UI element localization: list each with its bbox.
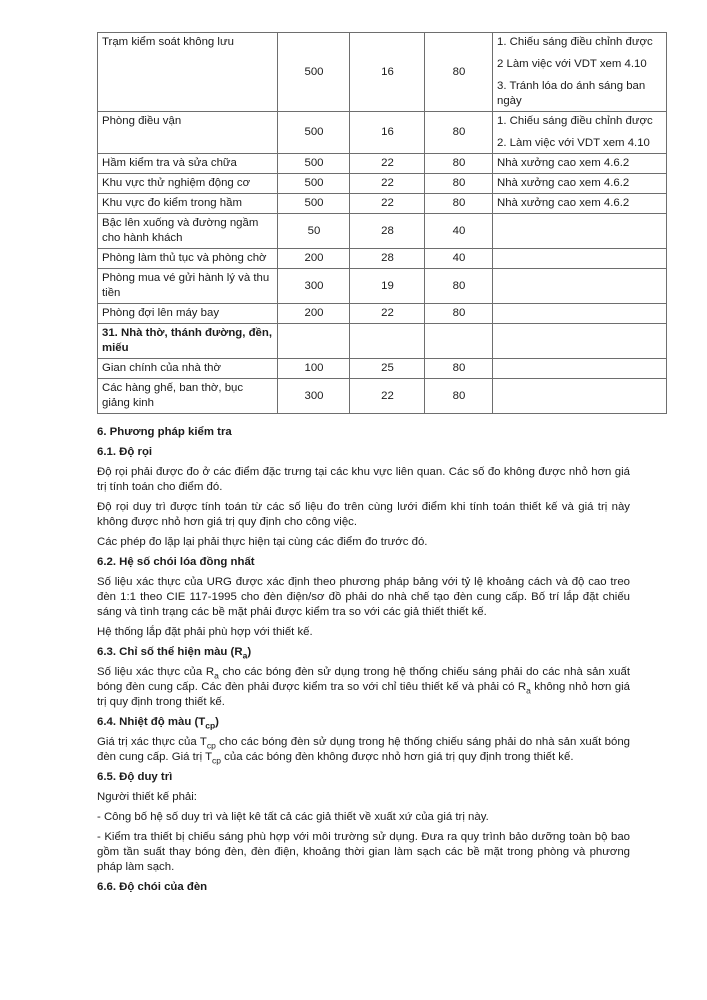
paragraph [97, 500, 630, 530]
note-line: Nhà xưởng cao xem 4.6.2 [497, 177, 630, 189]
section-heading [97, 770, 630, 785]
area-name-cell: Phòng đợi lên máy bay [98, 304, 278, 324]
illuminance-cell: 50 [278, 214, 350, 249]
text-run: 6.1. Độ rọi [97, 446, 153, 458]
paragraph [97, 625, 630, 640]
glare-index-cell: 16 [350, 33, 425, 112]
notes-cell [493, 324, 667, 359]
illuminance-cell: 200 [278, 304, 350, 324]
notes-cell [493, 112, 667, 154]
note-line: Nhà xưởng cao xem 4.6.2 [497, 197, 630, 209]
subscript-text: a [214, 670, 219, 681]
text-run: cho các bóng đèn sử dụng trong hệ thống chiếu sáng phải do nhà sản xuất bóng đèn cung cấp. Giá trị T [97, 736, 630, 763]
color-rendering-cell [425, 324, 493, 359]
note-line: 1. Chiếu sáng điều chỉnh được [497, 115, 653, 127]
paragraph [97, 575, 630, 620]
color-rendering-cell: 80 [425, 33, 493, 112]
text-run: Người thiết kế phải: [97, 791, 197, 803]
text-run: Giá trị xác thực của T [97, 736, 207, 748]
text-run: Độ rọi duy trì được tính toán từ các số liệu đo trên cùng lưới điểm khi tính toán thiết kế và giá trị này không được nhỏ hơn giá trị quy định cho công việc. [97, 501, 630, 528]
notes-cell [493, 269, 667, 304]
notes-cell [493, 214, 667, 249]
text-run: 6.5. Độ duy trì [97, 771, 173, 783]
note-line: 2 Làm việc với VDT xem 4.10 [497, 58, 647, 70]
illuminance-cell [278, 324, 350, 359]
glare-index-cell: 25 [350, 359, 425, 379]
text-run: 6.3. Chỉ số thể hiện màu (R [97, 646, 243, 658]
area-name-cell: Khu vực đo kiểm trong hầm [98, 194, 278, 214]
area-name-cell: Gian chính của nhà thờ [98, 359, 278, 379]
table-row [98, 154, 667, 174]
text-run: 6.4. Nhiệt độ màu (T [97, 716, 206, 728]
table-row [98, 112, 667, 154]
illuminance-cell: 100 [278, 359, 350, 379]
section-heading [97, 880, 630, 895]
color-rendering-cell: 80 [425, 112, 493, 154]
text-run: Các phép đo lặp lại phải thực hiện tại cùng các điểm đo trước đó. [97, 536, 428, 548]
paragraph [97, 735, 630, 765]
paragraph [97, 830, 630, 875]
lighting-spec-table [97, 32, 667, 414]
text-run: Số liệu xác thực của R [97, 666, 215, 678]
sections [97, 425, 630, 895]
text-run: - Công bố hệ số duy trì và liệt kê tất cả các giả thiết về xuất xứ của giá trị này. [97, 811, 489, 823]
area-name-cell: Khu vực thử nghiệm động cơ [98, 174, 278, 194]
glare-index-cell: 22 [350, 154, 425, 174]
color-rendering-cell: 80 [425, 269, 493, 304]
subscript-text: cp [205, 720, 216, 731]
section-heading [97, 715, 630, 730]
note-line: Nhà xưởng cao xem 4.6.2 [497, 157, 630, 169]
subscript-text: cp [206, 740, 216, 751]
illuminance-cell: 200 [278, 249, 350, 269]
text-run: cho các bóng đèn sử dụng trong hệ thống chiếu sáng phải do các nhà sản xuất bóng đèn cung cấp. Các đèn phải được kiểm tra so với chỉ tiêu thiết kế và phải có R [97, 666, 631, 693]
text-run: Độ rọi phải được đo ở các điểm đặc trưng tại các khu vực liên quan. Các số đo không được nhỏ hơn giá trị tính toán cho điểm đó. [97, 466, 630, 493]
subscript-text: cp [212, 755, 222, 766]
area-name-cell: Bậc lên xuống và đường ngầm cho hành khách [98, 214, 278, 249]
illuminance-cell: 300 [278, 269, 350, 304]
table-row [98, 324, 667, 359]
illuminance-cell: 500 [278, 112, 350, 154]
notes-cell [493, 379, 667, 414]
notes-cell [493, 174, 667, 194]
illuminance-cell: 500 [278, 154, 350, 174]
text-run: 6. Phương pháp kiểm tra [97, 426, 232, 438]
area-name-cell: Phòng điều vận [98, 112, 278, 154]
note-line: 2. Làm việc với VDT xem 4.10 [497, 137, 650, 149]
subscript-text: a [526, 685, 531, 696]
table-row [98, 174, 667, 194]
area-name-cell: Trạm kiểm soát không lưu [98, 33, 278, 112]
text-run: ) [247, 646, 252, 658]
glare-index-cell [350, 324, 425, 359]
text-run: Hệ thống lắp đặt phải phù hợp với thiết kế. [97, 626, 313, 638]
area-name-cell: Phòng làm thủ tục và phòng chờ [98, 249, 278, 269]
color-rendering-cell: 80 [425, 174, 493, 194]
table-row [98, 379, 667, 414]
area-name-cell: Phòng mua vé gửi hành lý và thu tiền [98, 269, 278, 304]
section-heading [97, 645, 630, 660]
glare-index-cell: 22 [350, 194, 425, 214]
table-row [98, 194, 667, 214]
glare-index-cell: 19 [350, 269, 425, 304]
notes-cell [493, 359, 667, 379]
glare-index-cell: 22 [350, 174, 425, 194]
spec-table-body [98, 33, 667, 414]
section-heading [97, 555, 630, 570]
color-rendering-cell: 80 [425, 379, 493, 414]
text-run: của các bóng đèn không được nhỏ hơn giá trị quy định trong thiết kế. [221, 751, 574, 763]
text-run: 6.2. Hệ số chói lóa đồng nhất [97, 556, 255, 568]
paragraph [97, 535, 630, 550]
color-rendering-cell: 80 [425, 359, 493, 379]
notes-cell [493, 33, 667, 112]
illuminance-cell: 300 [278, 379, 350, 414]
subscript-text: a [242, 650, 248, 661]
section-heading [97, 445, 630, 460]
glare-index-cell: 28 [350, 214, 425, 249]
notes-cell [493, 304, 667, 324]
table-row [98, 249, 667, 269]
color-rendering-cell: 80 [425, 194, 493, 214]
paragraph [97, 810, 630, 825]
color-rendering-cell: 80 [425, 154, 493, 174]
illuminance-cell: 500 [278, 174, 350, 194]
glare-index-cell: 22 [350, 379, 425, 414]
notes-cell [493, 249, 667, 269]
area-name-cell: Các hàng ghế, ban thờ, bục giảng kinh [98, 379, 278, 414]
table-row [98, 304, 667, 324]
table-row [98, 214, 667, 249]
text-run: - Kiểm tra thiết bị chiếu sáng phù hợp với môi trường sử dụng. Đưa ra quy trình bảo dưỡng toàn bộ bao gồm tần suất thay bóng đèn, đèn điện, khoảng thời gian làm sạch các bề mặt trong phòng và phương pháp làm sạch. [97, 831, 630, 873]
section-heading [97, 425, 630, 440]
glare-index-cell: 22 [350, 304, 425, 324]
text-run: không nhỏ hơn giá trị quy định trong thiết kế. [97, 681, 630, 708]
paragraph [97, 790, 630, 805]
text-run: 6.6. Độ chói của đèn [97, 881, 208, 893]
text-run: Số liệu xác thực của URG được xác định theo phương pháp bảng với tỷ lệ khoảng cách và độ cao treo đèn 1:1 theo CIE 117-1995 cho đèn điện/sơ đồ phải do nhà chế tạo đèn cung cấp. Bố trí lắp đặt chiếu sáng và tình trạng các bề mặt phải được kiểm tra so với các giả thiết thiết kế. [97, 576, 630, 618]
notes-cell [493, 154, 667, 174]
paragraph [97, 465, 630, 495]
color-rendering-cell: 80 [425, 304, 493, 324]
glare-index-cell: 28 [350, 249, 425, 269]
text-run: ) [215, 716, 219, 728]
table-row [98, 359, 667, 379]
illuminance-cell: 500 [278, 33, 350, 112]
glare-index-cell: 16 [350, 112, 425, 154]
note-line: 1. Chiếu sáng điều chỉnh được [497, 36, 653, 48]
area-name-cell: Hầm kiểm tra và sửa chữa [98, 154, 278, 174]
notes-cell [493, 194, 667, 214]
table-row [98, 269, 667, 304]
paragraph [97, 665, 630, 710]
area-name-cell: 31. Nhà thờ, thánh đường, đền, miếu [98, 324, 278, 359]
note-line: 3. Tránh lóa do ánh sáng ban ngày [497, 80, 646, 107]
color-rendering-cell: 40 [425, 249, 493, 269]
color-rendering-cell: 40 [425, 214, 493, 249]
illuminance-cell: 500 [278, 194, 350, 214]
table-row [98, 33, 667, 112]
